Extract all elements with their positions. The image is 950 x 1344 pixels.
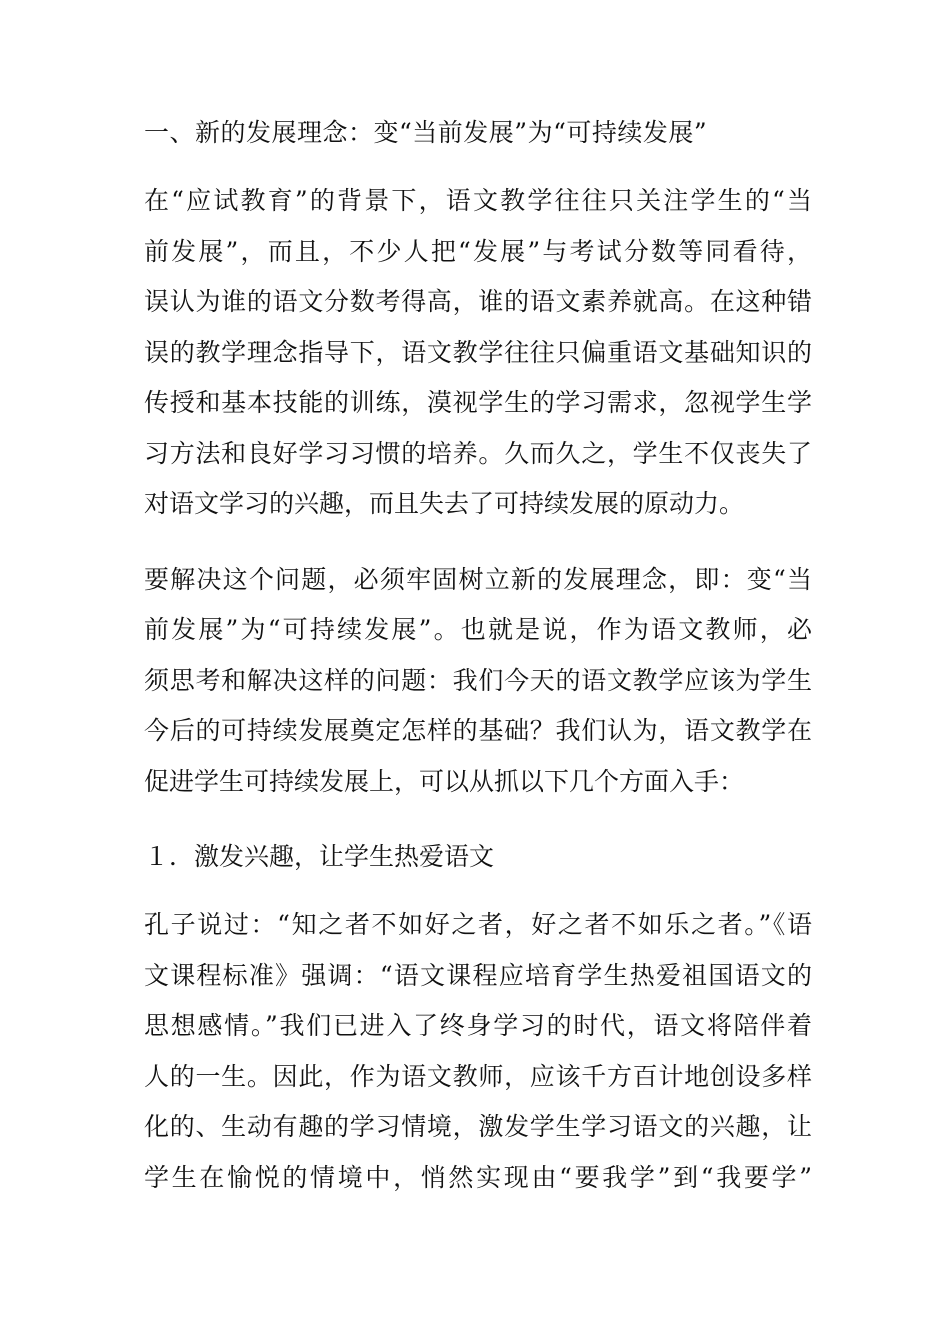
text-line: 传授和基本技能的训练，漠视学生的学习需求，忽视学生学 [144,388,812,417]
text-line: 要解决这个问题，必须牢固树立新的发展理念，即：变“当 [144,564,812,594]
text-line: 对语文学习的兴趣，而且失去了可持续发展的原动力。 [144,489,745,518]
text-line: 须思考和解决这样的问题：我们今天的语文教学应该为学生 [144,665,812,695]
text-line: 促进学生可持续发展上，可以从抓以下几个方面入手： [144,766,745,796]
text-line: 今后的可持续发展奠定怎样的基础？我们认为，语文教学在 [144,716,812,745]
document-page [144,108,812,1228]
subsection-heading: １．激发兴趣，让学生热爱语文 [144,842,495,871]
paragraph-interest [144,900,812,1203]
text-line: 学生在愉悦的情境中，悄然实现由“要我学”到“我要学” [144,1162,813,1192]
text-line: 人的一生。因此，作为语文教师，应该千方百计地创设多样 [144,1061,812,1091]
text-line: 化的、生动有趣的学习情境，激发学生学习语文的兴趣，让 [144,1112,812,1141]
section-heading: 一、新的发展理念：变“当前发展”为“可持续发展” [144,118,708,147]
text-line: 前发展”，而且，不少人把“发展”与考试分数等同看待， [144,236,812,266]
paragraph-new-concept [144,555,812,808]
text-line: 习方法和良好学习习惯的培养。久而久之，学生不仅丧失了 [144,438,812,468]
text-line: 文课程标准》强调：“语文课程应培育学生热爱祖国语文的 [144,960,812,990]
text-line: 思想感情。”我们已进入了终身学习的时代，语文将陪伴着 [144,1011,812,1040]
text-line: 在“应试教育”的背景下，语文教学往往只关注学生的“当 [144,186,812,215]
text-line: 误认为谁的语文分数考得高，谁的语文素养就高。在这种错 [144,287,812,316]
paragraph-exam-education [144,176,812,530]
text-line: 误的教学理念指导下，语文教学往往只偏重语文基础知识的 [144,337,812,367]
text-line: 前发展”为“可持续发展”。也就是说，作为语文教师，必 [144,615,812,644]
text-line: 孔子说过：“知之者不如好之者，好之者不如乐之者。”《语 [144,910,812,939]
